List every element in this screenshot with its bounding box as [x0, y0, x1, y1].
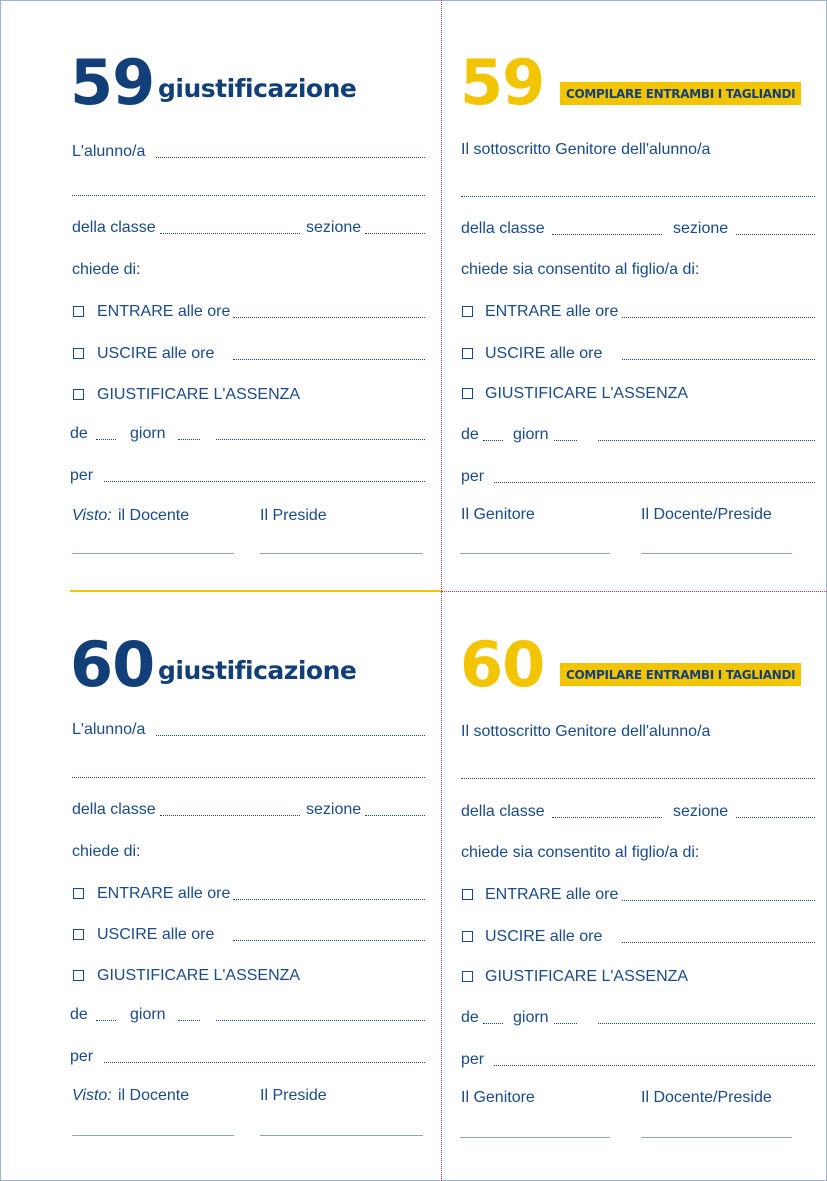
for-label: per — [461, 1051, 485, 1068]
fill-both-badge: COMPILARE ENTRAMBI I TAGLIANDI — [560, 82, 801, 105]
class-row — [70, 800, 425, 820]
for-label: per — [70, 467, 94, 484]
parent-line-label: Il sottoscritto Genitore dell'alunno/a — [461, 723, 711, 740]
student-name-field[interactable] — [156, 735, 425, 736]
teacher-label: il Docente — [118, 1087, 190, 1104]
asks-row — [460, 843, 815, 863]
from-label: de — [70, 425, 88, 442]
enter-row — [70, 302, 425, 322]
class-field[interactable] — [160, 815, 300, 816]
justify-label: GIUSTIFICARE L'ASSENZA — [485, 968, 689, 985]
section-field[interactable] — [736, 234, 815, 235]
justify-row — [460, 384, 815, 404]
signature-labels-row — [460, 505, 815, 525]
from-label: de — [70, 1006, 88, 1023]
class-label: della classe — [461, 220, 545, 237]
coupon-number: 60 — [460, 628, 545, 701]
exit-checkbox[interactable] — [73, 348, 84, 359]
reason-row — [70, 1047, 425, 1067]
reason-row — [70, 466, 425, 486]
parent-row — [460, 722, 815, 742]
class-field[interactable] — [552, 817, 662, 818]
days-detail-field[interactable] — [598, 440, 815, 441]
justify-checkbox[interactable] — [73, 389, 84, 400]
parent-signature-label: Il Genitore — [461, 506, 535, 523]
student-name-field-2[interactable] — [72, 777, 425, 778]
enter-row — [460, 885, 815, 905]
justify-label: GIUSTIFICARE L'ASSENZA — [97, 386, 301, 403]
days-label: giorn — [513, 426, 549, 443]
parent-signature-line[interactable] — [460, 553, 610, 554]
student-name-field-2[interactable] — [72, 195, 425, 196]
coupon-title: giustificazione — [158, 656, 357, 685]
parent-signature-label: Il Genitore — [461, 1089, 535, 1106]
class-label: della classe — [461, 803, 545, 820]
days-row — [460, 1008, 815, 1028]
student-label: L'alunno/a — [72, 143, 146, 160]
enter-row — [460, 302, 815, 322]
exit-checkbox[interactable] — [462, 931, 473, 942]
section-label: sezione — [673, 803, 729, 820]
days-detail-field[interactable] — [216, 439, 425, 440]
class-label: della classe — [72, 219, 156, 236]
coupon-title: giustificazione — [158, 74, 357, 103]
parent-row — [460, 140, 815, 160]
from-field[interactable] — [96, 439, 116, 440]
class-field[interactable] — [552, 234, 662, 235]
days-label: giorn — [130, 1006, 166, 1023]
enter-time-field[interactable] — [622, 317, 815, 318]
coupon-59-school-copy — [70, 46, 425, 552]
teacher-principal-signature-line[interactable] — [641, 553, 792, 554]
justify-checkbox[interactable] — [73, 970, 84, 981]
days-field[interactable] — [554, 440, 577, 441]
section-label: sezione — [673, 220, 729, 237]
parent-signature-line[interactable] — [460, 1137, 610, 1138]
days-row — [70, 424, 425, 444]
coupon-59-parent-copy — [460, 46, 815, 552]
enter-checkbox[interactable] — [73, 306, 84, 317]
exit-label: USCIRE alle ore — [485, 928, 603, 945]
student-row-2 — [70, 762, 425, 782]
days-label: giorn — [513, 1009, 549, 1026]
enter-checkbox[interactable] — [73, 888, 84, 899]
justify-label: GIUSTIFICARE L'ASSENZA — [485, 385, 689, 402]
reason-row — [460, 467, 815, 487]
student-label: L'alunno/a — [72, 721, 146, 738]
section-field[interactable] — [365, 815, 425, 816]
reason-field[interactable] — [494, 482, 815, 483]
teacher-principal-signature-line[interactable] — [641, 1137, 792, 1138]
signature-labels-row — [70, 1086, 425, 1106]
exit-row — [460, 927, 815, 947]
for-label: per — [461, 468, 485, 485]
coupon-number: 60 — [70, 628, 155, 701]
teacher-principal-signature-label: Il Docente/Preside — [641, 1089, 772, 1106]
student-name-field[interactable] — [461, 778, 815, 779]
exit-label: USCIRE alle ore — [485, 345, 603, 362]
asks-label: chiede di: — [72, 261, 141, 278]
from-field[interactable] — [483, 1023, 503, 1024]
reason-field[interactable] — [494, 1065, 815, 1066]
section-label: sezione — [306, 219, 362, 236]
seen-label: Visto: — [72, 1087, 112, 1104]
reason-field[interactable] — [104, 481, 425, 482]
fill-both-badge: COMPILARE ENTRAMBI I TAGLIANDI — [560, 663, 801, 686]
student-row — [70, 720, 425, 740]
days-detail-field[interactable] — [598, 1023, 815, 1024]
parent-line-label: Il sottoscritto Genitore dell'alunno/a — [461, 141, 711, 158]
from-field[interactable] — [483, 440, 503, 441]
horizontal-cut-line — [441, 591, 827, 592]
from-field[interactable] — [96, 1020, 116, 1021]
teacher-signature-line[interactable] — [72, 553, 234, 554]
enter-checkbox[interactable] — [462, 889, 473, 900]
days-label: giorn — [130, 425, 166, 442]
principal-signature-line[interactable] — [260, 553, 423, 554]
student-row — [460, 763, 815, 783]
asks-label: chiede sia consentito al figlio/a di: — [461, 844, 700, 861]
section-field[interactable] — [736, 817, 815, 818]
justify-checkbox[interactable] — [462, 388, 473, 399]
horizontal-divider — [70, 590, 441, 592]
days-field[interactable] — [178, 439, 200, 440]
exit-time-field[interactable] — [622, 942, 815, 943]
days-field[interactable] — [178, 1020, 200, 1021]
justify-row — [460, 967, 815, 987]
principal-label: Il Preside — [260, 1087, 327, 1104]
enter-label: ENTRARE alle ore — [97, 885, 231, 902]
enter-time-field[interactable] — [233, 899, 425, 900]
exit-time-field[interactable] — [233, 940, 425, 941]
from-label: de — [461, 1009, 479, 1026]
coupon-number: 59 — [460, 46, 545, 119]
coupon-60-school-copy — [70, 628, 425, 1134]
student-row-2 — [70, 180, 425, 200]
coupon-60-parent-copy — [460, 628, 815, 1134]
enter-time-field[interactable] — [622, 900, 815, 901]
principal-signature-line[interactable] — [260, 1135, 423, 1136]
exit-checkbox[interactable] — [462, 348, 473, 359]
asks-row — [460, 260, 815, 280]
asks-row — [70, 842, 425, 862]
class-row — [70, 218, 425, 238]
reason-row — [460, 1050, 815, 1070]
enter-time-field[interactable] — [233, 317, 425, 318]
asks-label: chiede di: — [72, 843, 141, 860]
teacher-principal-signature-label: Il Docente/Preside — [641, 506, 772, 523]
for-label: per — [70, 1048, 94, 1065]
enter-row — [70, 884, 425, 904]
section-label: sezione — [306, 801, 362, 818]
class-label: della classe — [72, 801, 156, 818]
signature-labels-row — [70, 506, 425, 526]
class-field[interactable] — [160, 233, 300, 234]
class-row — [460, 802, 815, 822]
student-name-field[interactable] — [461, 196, 815, 197]
seen-label: Visto: — [72, 507, 112, 524]
coupon-number: 59 — [70, 46, 155, 119]
justify-label: GIUSTIFICARE L'ASSENZA — [97, 967, 301, 984]
from-label: de — [461, 426, 479, 443]
days-field[interactable] — [554, 1023, 577, 1024]
enter-label: ENTRARE alle ore — [485, 886, 619, 903]
teacher-signature-line[interactable] — [72, 1135, 234, 1136]
days-row — [70, 1005, 425, 1025]
enter-checkbox[interactable] — [462, 306, 473, 317]
exit-row — [70, 344, 425, 364]
exit-row — [460, 344, 815, 364]
reason-field[interactable] — [104, 1062, 425, 1063]
principal-label: Il Preside — [260, 507, 327, 524]
exit-label: USCIRE alle ore — [97, 926, 215, 943]
teacher-label: il Docente — [118, 507, 190, 524]
exit-time-field[interactable] — [622, 359, 815, 360]
asks-row — [70, 260, 425, 280]
signature-labels-row — [460, 1088, 815, 1108]
enter-label: ENTRARE alle ore — [485, 303, 619, 320]
student-row — [70, 142, 425, 162]
student-row — [460, 181, 815, 201]
justify-row — [70, 966, 425, 986]
section-field[interactable] — [365, 233, 425, 234]
justify-checkbox[interactable] — [462, 971, 473, 982]
exit-label: USCIRE alle ore — [97, 345, 215, 362]
days-detail-field[interactable] — [216, 1020, 425, 1021]
justify-row — [70, 385, 425, 405]
student-name-field[interactable] — [156, 157, 425, 158]
exit-row — [70, 925, 425, 945]
asks-label: chiede sia consentito al figlio/a di: — [461, 261, 700, 278]
class-row — [460, 219, 815, 239]
exit-time-field[interactable] — [233, 359, 425, 360]
enter-label: ENTRARE alle ore — [97, 303, 231, 320]
exit-checkbox[interactable] — [73, 929, 84, 940]
days-row — [460, 425, 815, 445]
